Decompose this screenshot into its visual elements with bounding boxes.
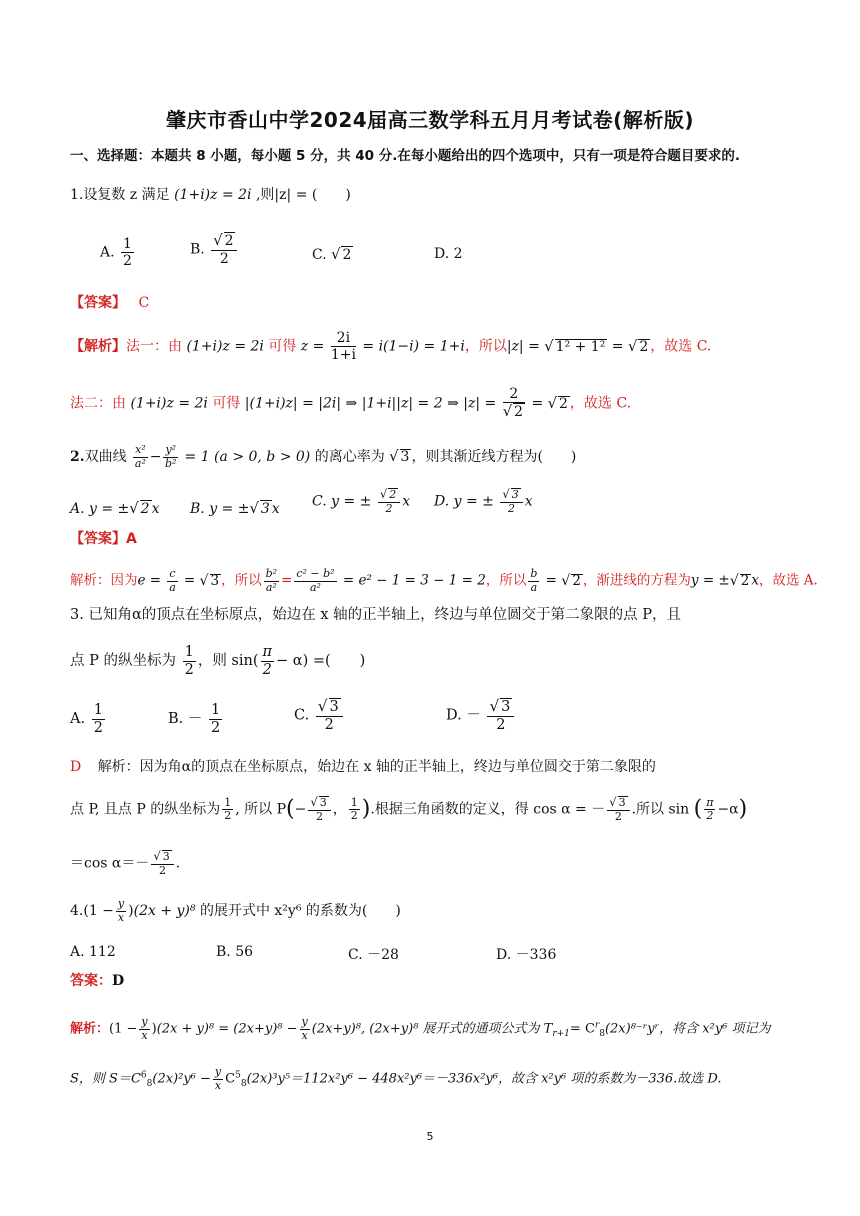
math: = [531,395,544,412]
math: 2 [740,572,750,589]
text: 解析：因为 [70,572,138,589]
fraction-pi-over-2: $\frac{\pi}{2}$ [706,795,714,823]
text: 点 P 的纵坐标为 [70,653,176,670]
fraction-y2-over-b2: $\frac{\text{y²}}{\text{b²}}$ [165,443,177,470]
q3-analysis-line2: 点 P, 且点 P 的纵坐标为 $\frac{1}{2}$ , 所以 P(− $\frac{√ 3}{2}$ ， $\frac{1}{2}$ ).根据三角函数的定义，得 cos α = － $\frac{√ 3}{2}$ .所以 sin ( $\frac{\pi}{2}$ −α) [70,795,748,823]
q1-option-a [100,236,136,269]
answer-label: 【答案】 [70,295,126,311]
text: ，所以 [485,572,527,589]
fraction-c-over-a: $\frac{c}{a}$ [169,567,176,594]
fraction-y-over-x: $\frac{y}{x}$ [214,1065,222,1092]
text: ，故选 C. [650,338,712,355]
math: (2x + y)⁸ [133,903,196,920]
fraction-y-over-x: $\frac{y}{x}$ [301,1015,308,1042]
text: ，故选 C. [569,395,632,412]
math: (2x)³y⁵＝112x²y⁶ − 448x²y⁶＝－336x²y⁶，故含 x²y⁶ 项的系数为－336.故选 D. [246,1071,722,1087]
option-letter: C. [294,707,310,724]
math: 1² + 1² [555,338,606,355]
subscript: r+1 [552,1029,570,1040]
math: 2 [140,501,150,517]
fraction-root3-over-2: $\frac{√ 3}{2}$ [607,796,629,823]
fraction-one-half: $\frac{1}{2}$ [224,795,232,823]
math: = C [569,1021,595,1037]
page-number: 5 [426,1130,434,1143]
text: 的展开式中 x²y⁶ 的系数为( ) [199,903,401,920]
fraction-one-half: $\frac{1}{2}$ [93,702,103,736]
q2-analysis: 解析：因为e = $\frac{c}{a}$ = √ 3 ，所以 $\frac{\text{b²}}{\text{a²}}$ = $\frac{\text{c² − b²}}{\text{a²}}$ = e² − 1 = 3 − 1 = 2，所以 $\frac{b}{a}$ = √ 2 ，渐进线的方程为y = ±√ 2 x，故选 A. [70,567,818,594]
q3-option-b [168,702,224,736]
math: (2x + y)⁸ = (2x+y)⁸ − [156,1021,298,1037]
question-number: 2. [70,449,85,466]
text: , 所以 P [235,801,287,818]
q4-analysis-line2: S，则 $S=C^6_8(2x)^2y^6$ − $\frac{y}{x}$ $C^5_8(2x)^3y^5=112x^2y^6 - 448x^2y^6=-336x^2y^6$，故含 x²y⁶ 项的系数为－336.故选 D. [70,1065,722,1092]
math: S，则 S＝C [70,1071,141,1087]
fraction-y-over-x: $\frac{y}{x}$ [141,1015,148,1042]
text: 点 P, 且点 P 的纵坐标为 [70,801,221,818]
option-letter: A. [70,711,86,728]
option-letter: C. [312,247,327,263]
text: ，则 sin( [197,653,259,670]
math: 2 [639,338,649,355]
fraction-x2-over-a2: $\frac{\text{x²}}{\text{a²}}$ [134,443,146,470]
math: e = [137,572,162,589]
answer-value: A [126,531,137,547]
fraction-root3-over-2: $\frac{√ 3}{2}$ [308,796,330,823]
q4-option-a: A. 112 [70,944,116,960]
math: (2x)⁸⁻ʳyʳ，将含 x²y⁶ 项记为 [604,1021,771,1037]
math: = i(1−i) = 1+i [362,338,465,355]
fraction-root2-over-2: $\frac{√ 2}{2}$ [211,232,237,267]
q4-answer [70,974,124,988]
answer-label: 答案： [70,973,112,989]
option-letter: D. － [446,707,481,724]
math: = e² − 1 = 3 − 1 = 2 [342,572,486,589]
math: = [545,572,557,589]
fraction-2-over-root2: $\frac{2}{√ 2}$ [502,386,523,421]
text: . [175,855,181,872]
fraction-pi-over-2: $\frac{\pi}{2}$ [262,644,273,678]
q1-equation: (1+i)z = 2i [174,187,252,203]
fraction-root3-over-2: $\frac{√ 3}{2}$ [500,488,522,515]
q3-option-d [446,698,516,733]
option-text: B. y = ± [190,501,250,517]
fraction-one-half: $\frac{1}{2}$ [123,236,132,270]
q3-option-c [294,698,345,733]
q1-analysis-method2: 法二：由 (1+i)z = 2i 可得 |(1+i)z| = |2i| ⇒ |1+i||z| = 2 ⇒ |z| = $\frac{2}{√ 2}$ = √ 2 ，故选 C. [70,386,632,421]
text: 可得 [268,338,297,355]
fraction-b2-over-a2: $\frac{\text{b²}}{\text{a²}}$ [265,567,278,594]
math: C [225,1071,236,1087]
math: |(1+i)z| = |2i| ⇒ |1+i||z| = 2 ⇒ |z| = [244,395,497,412]
superscript: r [594,1020,600,1031]
text: 可得 [212,395,241,412]
text: ，所以 [464,338,507,355]
fraction-root2-over-2: $\frac{√ 2}{2}$ [378,488,400,515]
q1-option-d: D. 2 [434,246,463,262]
subscript: 8 [599,1029,605,1040]
text: 的离心率为 [314,449,385,466]
math: 2 [558,395,568,412]
math: x [271,501,280,517]
math: (1+i)z = 2i [130,395,208,412]
fraction-one-half: $\frac{1}{2}$ [350,795,358,823]
math: (2x)²y⁶ − [152,1071,211,1087]
text: ，渐进线的方程为 [582,572,691,589]
q3-stem-line2 [70,644,365,678]
fraction-one-half: $\frac{1}{2}$ [184,644,194,678]
math: = 1 (a > 0, b > 0) [184,449,311,466]
analysis-label: 【解析】 [70,338,126,355]
option-letter: B. [190,241,205,258]
math: z = [300,338,325,355]
fraction-one-half: $\frac{1}{2}$ [210,702,221,736]
math: x [751,572,759,589]
answer-label: 【答案】 [70,531,126,547]
option-text: A. y = ± [70,501,130,517]
q2-option-d: D. y = ± $\frac{√ 3}{2}$ x [434,487,533,515]
option-text: C. y = ± [312,493,372,510]
question-number: 4. [70,903,84,920]
fraction-b-over-a: $\frac{b}{a}$ [530,567,538,594]
option-letter: A. [100,244,115,261]
q4-analysis-line1: 解析：(1 − $\frac{y}{x}$ )(2x + y)⁸ = (2x+y)⁸ − $\frac{y}{x}$ (2x+y)⁸, (2x+y)⁸ 展开式的通项公式为 $T_{r+1}=$ $C^r_8(2x)^{8-}ʳyʳ$，将含 x²y⁶ 项记为 [70,1015,771,1042]
math: 3 [400,449,410,466]
q1-option-c: C. √ 2 [312,246,352,263]
fraction-root3-over-2: $\frac{√ 3}{2}$ [487,698,514,733]
q4-stem: 4.(1 − $\frac{y}{x}$ )(2x + y)⁸ 的展开式中 x²y⁶ 的系数为( ) [70,897,401,924]
section-heading: 一、选择题：本题共 8 小题，每小题 5 分，共 40 分.在每小题给出的四个选项中，只有一项是符合题目要求的. [70,148,741,164]
q1-stem [70,188,351,202]
option-text: D. y = ± [434,493,494,510]
math: |z| = [506,338,540,355]
math: = [183,572,196,589]
fraction-2i-over-1plusi: $\frac{2i}{1+i}$ [330,330,356,364]
math: x [151,501,160,517]
text: ＝cos α＝－ [70,855,150,872]
q1-answer [70,296,149,310]
q3-analysis-line3 [70,850,180,877]
q4-option-c: C. －28 [348,947,399,963]
answer-value: D [112,973,125,989]
math: 3 [260,501,270,517]
q3-option-a [70,702,107,736]
q2-option-c: C. y = ± $\frac{√ 2}{2}$ x [312,487,411,515]
math: 2 [572,572,581,589]
text: .根据三角函数的定义，得 cos α = － [370,801,606,818]
text: ，则其渐近线方程为( ) [411,449,577,466]
fraction-root3-over-2: $\frac{√ 3}{2}$ [151,850,173,877]
q2-option-a: A. y = ±√ 2 x [70,500,160,517]
text: ，故选 A. [759,572,818,589]
page-title: 肇庆市香山中学2024届高三数学科五月月考试卷(解析版) [166,108,694,132]
fraction-c2-b2-over-a2: $\frac{\text{c² − b²}}{\text{a²}}$ [296,567,335,594]
q4-option-d: D. －336 [496,947,557,963]
text: ，所以 [221,572,262,589]
text: .所以 sin [631,801,690,818]
text: 解析：因为角α的顶点在坐标原点，始边在 x 轴的正半轴上，终边与单位圆交于第二象限的 [97,759,656,775]
text: 法一：由 [126,338,182,355]
text: 法二：由 [70,395,126,412]
analysis-label: 解析： [70,1021,110,1037]
q1-option-b [190,232,239,267]
q2-option-b: B. y = ±√ 3 x [190,500,280,517]
q4-option-b: B. 56 [216,944,254,960]
q1-question: ,则|z| = ( ) [255,187,351,203]
q3-stem-line1: 3. 已知角α的顶点在坐标原点，始边在 x 轴的正半轴上，终边与单位圆交于第二象限的点 P，且 [70,607,681,623]
q3-analysis-line1 [70,760,656,774]
math: 3 [210,572,220,589]
q1-analysis-method1: 【解析】法一：由 (1+i)z = 2i 可得 z = $\frac{2i}{1+i}$ = i(1−i) = 1+i，所以|z| = √ 1² + 1² = √ 2 ，故选 C. [70,330,712,364]
q2-stem: 2.双曲线 $\frac{\text{x²}}{\text{a²}}$ − $\frac{\text{y²}}{\text{b²}}$ = 1 (a > 0, b > 0) 的离心率为 √ 3 ，则其渐近线方程为( ) [70,443,577,470]
math: (2x+y)⁸, (2x+y)⁸ 展开式的通项公式为 T [311,1021,553,1037]
fraction-root3-over-2: $\frac{√ 3}{2}$ [316,698,343,733]
math: (1+i)z = 2i [186,338,264,355]
text: − α) =( ) [276,653,366,670]
q2-answer [70,532,137,546]
q1-stem-text: 1.设复数 z 满足 [70,187,170,203]
answer-value: C [138,295,150,311]
answer-value: D [70,759,82,775]
math: = [611,338,624,355]
option-letter: B. － [168,711,203,728]
fraction-y-over-x: $\frac{y}{x}$ [117,897,125,924]
math: y = ± [690,572,730,589]
text: 双曲线 [84,449,127,466]
